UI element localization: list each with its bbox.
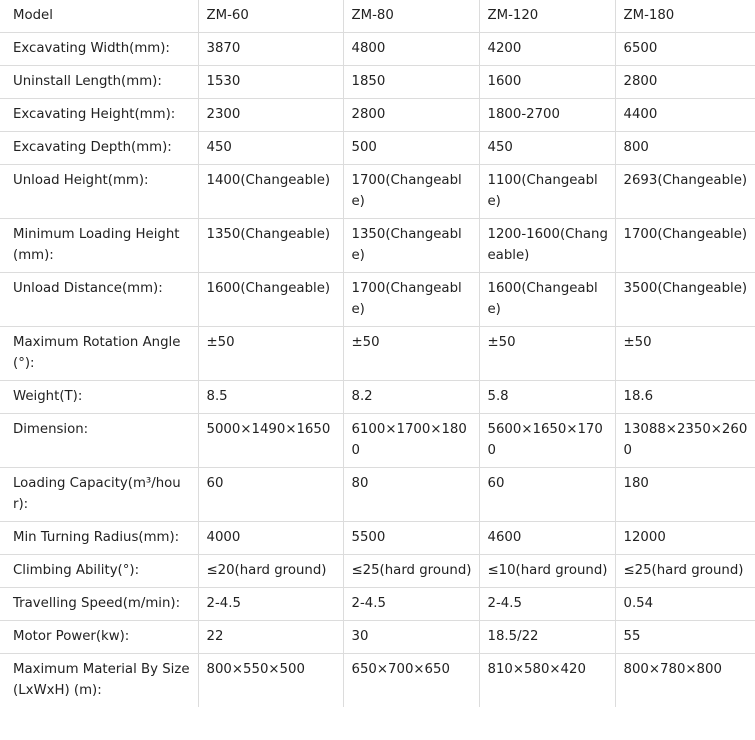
spec-value-cell: 22 — [198, 621, 343, 654]
spec-value-cell: 1100(Changeable) — [479, 165, 615, 219]
spec-value-cell: 450 — [198, 132, 343, 165]
spec-value-cell: 1600(Changeable) — [198, 273, 343, 327]
spec-value-cell: 60 — [198, 468, 343, 522]
spec-value-cell: 1700(Changeable) — [343, 165, 479, 219]
table-row — [0, 468, 755, 522]
spec-value-cell: 5000×1490×1650 — [198, 414, 343, 468]
spec-value-cell: 0.54 — [615, 588, 755, 621]
spec-value-cell: ±50 — [615, 327, 755, 381]
spec-label-cell: Weight(T): — [0, 381, 198, 414]
spec-value-cell: 4800 — [343, 33, 479, 66]
model-header-cell: ZM-180 — [615, 0, 755, 33]
spec-value-cell: 1700(Changeable) — [615, 219, 755, 273]
spec-value-cell: 800×550×500 — [198, 654, 343, 708]
spec-value-cell: ≤25(hard ground) — [343, 555, 479, 588]
spec-value-cell: 4200 — [479, 33, 615, 66]
table-row — [0, 99, 755, 132]
spec-value-cell: 1600(Changeable) — [479, 273, 615, 327]
table-row — [0, 33, 755, 66]
spec-value-cell: 5600×1650×1700 — [479, 414, 615, 468]
spec-value-cell: 1700(Changeable) — [343, 273, 479, 327]
spec-value-cell: 1600 — [479, 66, 615, 99]
spec-value-cell: 1350(Changeable) — [343, 219, 479, 273]
spec-label-cell: Excavating Height(mm): — [0, 99, 198, 132]
spec-value-cell: ≤25(hard ground) — [615, 555, 755, 588]
model-header-cell: ZM-80 — [343, 0, 479, 33]
spec-value-cell: 55 — [615, 621, 755, 654]
spec-value-cell: 6100×1700×1800 — [343, 414, 479, 468]
spec-value-cell: 3500(Changeable) — [615, 273, 755, 327]
table-row — [0, 555, 755, 588]
spec-value-cell: ≤20(hard ground) — [198, 555, 343, 588]
spec-value-cell: 1400(Changeable) — [198, 165, 343, 219]
table-row — [0, 66, 755, 99]
spec-label-cell: Min Turning Radius(mm): — [0, 522, 198, 555]
spec-value-cell: 13088×2350×2600 — [615, 414, 755, 468]
spec-value-cell: 4400 — [615, 99, 755, 132]
spec-value-cell: 2300 — [198, 99, 343, 132]
spec-value-cell: 60 — [479, 468, 615, 522]
header-label-cell: Model — [0, 0, 198, 33]
spec-value-cell: 450 — [479, 132, 615, 165]
spec-value-cell: ±50 — [479, 327, 615, 381]
spec-value-cell: 1850 — [343, 66, 479, 99]
spec-label-cell: Excavating Depth(mm): — [0, 132, 198, 165]
spec-value-cell: 2800 — [343, 99, 479, 132]
spec-value-cell: 810×580×420 — [479, 654, 615, 708]
table-row — [0, 588, 755, 621]
spec-label-cell: Unload Distance(mm): — [0, 273, 198, 327]
spec-value-cell: 80 — [343, 468, 479, 522]
spec-value-cell: 18.5/22 — [479, 621, 615, 654]
spec-label-cell: Maximum Rotation Angle(°): — [0, 327, 198, 381]
spec-value-cell: 180 — [615, 468, 755, 522]
spec-value-cell: 2-4.5 — [198, 588, 343, 621]
table-row — [0, 414, 755, 468]
spec-value-cell: ≤10(hard ground) — [479, 555, 615, 588]
spec-label-cell: Uninstall Length(mm): — [0, 66, 198, 99]
spec-value-cell: 650×700×650 — [343, 654, 479, 708]
table-row — [0, 654, 755, 708]
spec-value-cell: 8.5 — [198, 381, 343, 414]
spec-value-cell: 3870 — [198, 33, 343, 66]
spec-value-cell: 1530 — [198, 66, 343, 99]
model-header-cell: ZM-60 — [198, 0, 343, 33]
spec-value-cell: 1800-2700 — [479, 99, 615, 132]
spec-label-cell: Dimension: — [0, 414, 198, 468]
spec-value-cell: 2800 — [615, 66, 755, 99]
spec-value-cell: 18.6 — [615, 381, 755, 414]
table-row — [0, 273, 755, 327]
spec-value-cell: 1350(Changeable) — [198, 219, 343, 273]
spec-label-cell: Loading Capacity(m³/hour): — [0, 468, 198, 522]
spec-label-cell: Climbing Ability(°): — [0, 555, 198, 588]
spec-value-cell: 2693(Changeable) — [615, 165, 755, 219]
table-row — [0, 621, 755, 654]
spec-value-cell: 4000 — [198, 522, 343, 555]
spec-label-cell: Maximum Material By Size(LxWxH) (m): — [0, 654, 198, 708]
table-row — [0, 381, 755, 414]
table-row — [0, 165, 755, 219]
spec-value-cell: 5.8 — [479, 381, 615, 414]
spec-value-cell: ±50 — [198, 327, 343, 381]
spec-value-cell: ±50 — [343, 327, 479, 381]
spec-label-cell: Travelling Speed(m/min): — [0, 588, 198, 621]
spec-value-cell: 1200-1600(Changeable) — [479, 219, 615, 273]
spec-label-cell: Motor Power(kw): — [0, 621, 198, 654]
table-row — [0, 522, 755, 555]
header-row — [0, 0, 755, 33]
spec-value-cell: 4600 — [479, 522, 615, 555]
spec-value-cell: 6500 — [615, 33, 755, 66]
spec-value-cell: 2-4.5 — [479, 588, 615, 621]
table-row — [0, 219, 755, 273]
spec-value-cell: 30 — [343, 621, 479, 654]
spec-value-cell: 8.2 — [343, 381, 479, 414]
spec-label-cell: Minimum Loading Height(mm): — [0, 219, 198, 273]
spec-value-cell: 2-4.5 — [343, 588, 479, 621]
spec-label-cell: Unload Height(mm): — [0, 165, 198, 219]
spec-value-cell: 12000 — [615, 522, 755, 555]
table-row — [0, 132, 755, 165]
spec-value-cell: 500 — [343, 132, 479, 165]
spec-label-cell: Excavating Width(mm): — [0, 33, 198, 66]
model-header-cell: ZM-120 — [479, 0, 615, 33]
spec-value-cell: 800×780×800 — [615, 654, 755, 708]
spec-value-cell: 5500 — [343, 522, 479, 555]
table-row — [0, 327, 755, 381]
spec-value-cell: 800 — [615, 132, 755, 165]
